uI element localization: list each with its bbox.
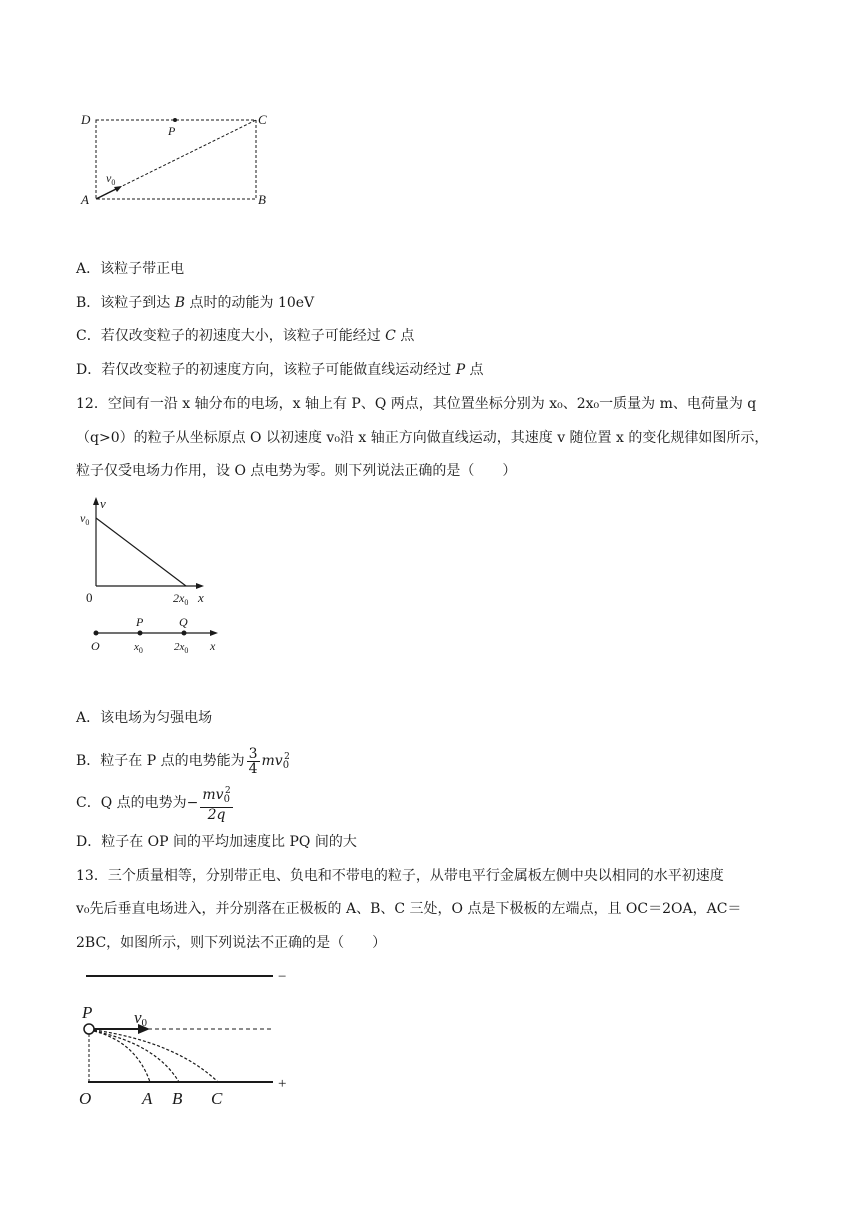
q11-figure: [76, 108, 276, 208]
label-plus: +: [278, 1076, 287, 1092]
label-c: C: [258, 112, 267, 127]
fraction-mv0-over-2q: $\frac{mv_0^2}{2q}$: [202, 786, 231, 823]
q12-option-a: A．该电场为匀强电场: [76, 710, 213, 726]
q13-figure: [76, 962, 306, 1112]
label-a: A: [142, 1089, 153, 1108]
label-x: x: [198, 590, 204, 605]
q11-option-d: D．若仅改变粒子的初速度方向，该粒子可能做直线运动经过 P 点: [76, 362, 484, 378]
label-v0: $v_0$: [80, 511, 90, 527]
velocity-line: [96, 518, 186, 586]
label-v0: v0: [134, 1008, 148, 1029]
label-minus: −: [278, 969, 287, 985]
q13-stem-line2: v₀先后垂直电场进入，并分别落在正极板的 A、B、C 三处，O 点是下极板的左端点，且 OC＝2OA，AC＝: [76, 901, 742, 917]
q12-axis: [88, 612, 228, 656]
trajectory-a: [94, 1031, 150, 1082]
point-p: [173, 118, 177, 122]
point-q: [182, 631, 187, 636]
point-p: [138, 631, 143, 636]
q12-option-c: C．Q 点的电势为− $\frac{mv_0^2}{2q}$: [76, 786, 231, 823]
q12-option-b: B．粒子在 P 点的电势能为 $\frac{3}{4}$ $mv_0^2$: [76, 745, 290, 777]
label-2x0: $2x_0$: [173, 591, 189, 607]
q11-option-c: C．若仅改变粒子的初速度大小，该粒子可能经过 C 点: [76, 328, 415, 344]
label-origin: 0: [86, 590, 93, 605]
label-p: P: [136, 615, 144, 629]
label-v0: $v_0$: [106, 171, 116, 187]
q12-option-d: D．粒子在 OP 间的平均加速度比 PQ 间的大: [76, 834, 357, 850]
label-2x0: $2x_0$: [174, 641, 189, 655]
q11-option-a: A．该粒子带正电: [76, 261, 185, 277]
label-d: D: [81, 112, 91, 127]
label-x: x: [210, 639, 216, 653]
number-line-arrowhead: [210, 630, 218, 636]
x-axis-arrowhead: [196, 583, 204, 589]
q13-stem-line3: 2BC，如图所示，则下列说法不正确的是（ ）: [76, 935, 387, 951]
q12-stem-line1: 12．空间有一沿 x 轴分布的电场，x 轴上有 P、Q 两点，其位置坐标分别为 x₀、2x₀一质量为 m、电荷量为 q: [76, 396, 757, 412]
label-b: B: [172, 1089, 183, 1108]
point-o: [94, 631, 99, 636]
q12-stem-line2: （q>0）的粒子从坐标原点 O 以初速度 v₀沿 x 轴正方向做直线运动，其速度 v 随位置 x 的变化规律如图所示，: [76, 430, 769, 446]
label-o: O: [91, 639, 100, 653]
label-a: A: [81, 192, 89, 207]
label-x0: $x_0$: [134, 641, 143, 655]
label-c: C: [211, 1089, 223, 1108]
label-p: P: [82, 1003, 93, 1022]
q11-option-b: B．该粒子到达 B 点时的动能为 10eV: [76, 295, 315, 311]
label-o: O: [79, 1089, 92, 1108]
label-q: Q: [179, 615, 188, 629]
q13-stem-line1: 13．三个质量相等，分别带正电、负电和不带电的粒子，从带电平行金属板左侧中央以相同的水平初速度: [76, 868, 724, 884]
label-v: v: [100, 496, 106, 511]
fraction-three-quarters: $\frac{3}{4}$: [248, 745, 258, 777]
v-axis-arrowhead: [93, 497, 99, 505]
point-p: [84, 1024, 94, 1034]
label-p: P: [168, 124, 176, 138]
q12-graph: [80, 496, 220, 608]
label-b: B: [258, 192, 266, 207]
q12-stem-line3: 粒子仅受电场力作用，设 O 点电势为零。则下列说法正确的是（ ）: [76, 463, 517, 479]
trajectory-c: [94, 1030, 218, 1082]
